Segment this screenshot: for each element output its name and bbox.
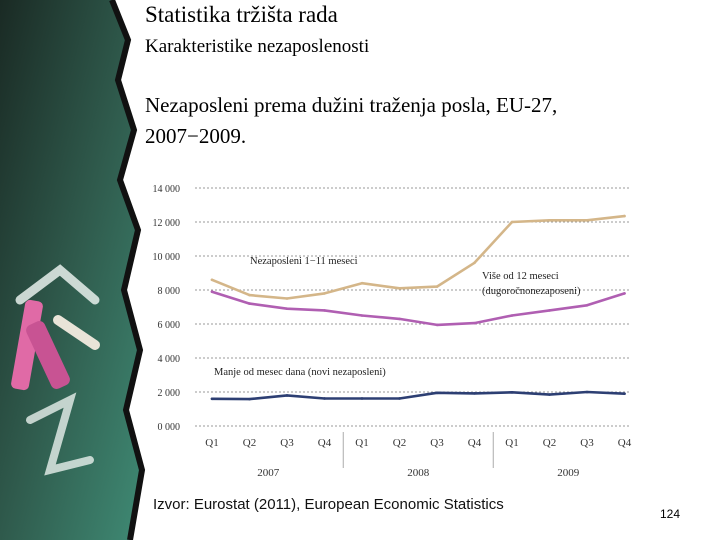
data-point	[623, 392, 626, 395]
data-point	[436, 285, 439, 288]
data-point	[211, 290, 214, 293]
data-point	[248, 294, 251, 297]
slide-subtitle: Karakteristike nezaposlenosti	[145, 36, 370, 57]
y-tick-label: 6 000	[157, 320, 180, 331]
source-note: Izvor: Eurostat (2011), European Economic Statistics	[153, 496, 504, 513]
y-tick-label: 12 000	[152, 218, 180, 229]
data-point	[248, 398, 251, 401]
slide-title: Statistika tržišta rada	[145, 2, 338, 27]
series-label: (dugoročnonezaposeni)	[482, 286, 581, 297]
data-point	[436, 392, 439, 395]
data-point	[248, 302, 251, 305]
x-tick-label: Q3	[430, 437, 444, 449]
x-tick-label: Q2	[392, 437, 407, 449]
x-tick-label: Q3	[580, 437, 594, 449]
chalkboard-decoration	[0, 0, 150, 540]
x-tick-label: Q2	[542, 437, 557, 449]
y-tick-label: 4 000	[157, 354, 180, 365]
data-point	[323, 292, 326, 295]
data-point	[586, 304, 589, 307]
data-point	[511, 314, 514, 317]
data-point	[286, 307, 289, 310]
chart-heading-line-2: 2007−2009.	[145, 124, 247, 148]
data-point	[361, 282, 364, 285]
data-point	[586, 219, 589, 222]
data-point	[586, 391, 589, 394]
x-tick-label: Q4	[317, 437, 332, 449]
y-tick-label: 8 000	[157, 286, 180, 297]
line-chart	[150, 170, 640, 485]
data-point	[398, 397, 401, 400]
x-tick-label: Q4	[617, 437, 632, 449]
x-tick-label: Q1	[505, 437, 519, 449]
chart-heading	[145, 90, 685, 152]
chart-heading-line-1: Nezaposleni prema dužini traženja posla, EU-27,	[145, 93, 558, 117]
series-label: Više od 12 meseci	[482, 271, 559, 282]
data-point	[361, 314, 364, 317]
y-tick-label: 0 000	[157, 422, 180, 433]
data-point	[548, 219, 551, 222]
x-tick-label: Q4	[467, 437, 482, 449]
data-point	[398, 318, 401, 321]
data-point	[361, 397, 364, 400]
data-point	[473, 322, 476, 325]
data-point	[623, 292, 626, 295]
data-point	[286, 394, 289, 397]
data-point	[511, 221, 514, 224]
y-tick-label: 2 000	[157, 388, 180, 399]
data-point	[548, 309, 551, 312]
data-point	[548, 393, 551, 396]
data-point	[211, 279, 214, 282]
data-point	[323, 309, 326, 312]
year-label: 2008	[407, 467, 430, 479]
y-tick-label: 10 000	[152, 252, 180, 263]
data-point	[473, 392, 476, 395]
x-tick-label: Q1	[205, 437, 219, 449]
data-point	[211, 398, 214, 401]
data-point	[511, 391, 514, 394]
x-tick-label: Q2	[242, 437, 257, 449]
year-label: 2007	[257, 467, 280, 479]
x-tick-label: Q1	[355, 437, 369, 449]
data-point	[473, 262, 476, 265]
series-label: Manje od mesec dana (novi nezaposleni)	[214, 367, 386, 378]
series-label: Nezaposleni 1−11 meseci	[250, 256, 358, 267]
data-point	[623, 215, 626, 218]
y-tick-label: 14 000	[152, 184, 180, 195]
data-point	[323, 397, 326, 400]
data-point	[286, 297, 289, 300]
page-number: 124	[660, 507, 681, 521]
data-point	[436, 324, 439, 327]
series-line	[212, 392, 625, 399]
data-point	[398, 287, 401, 290]
year-label: 2009	[557, 467, 580, 479]
x-tick-label: Q3	[280, 437, 294, 449]
